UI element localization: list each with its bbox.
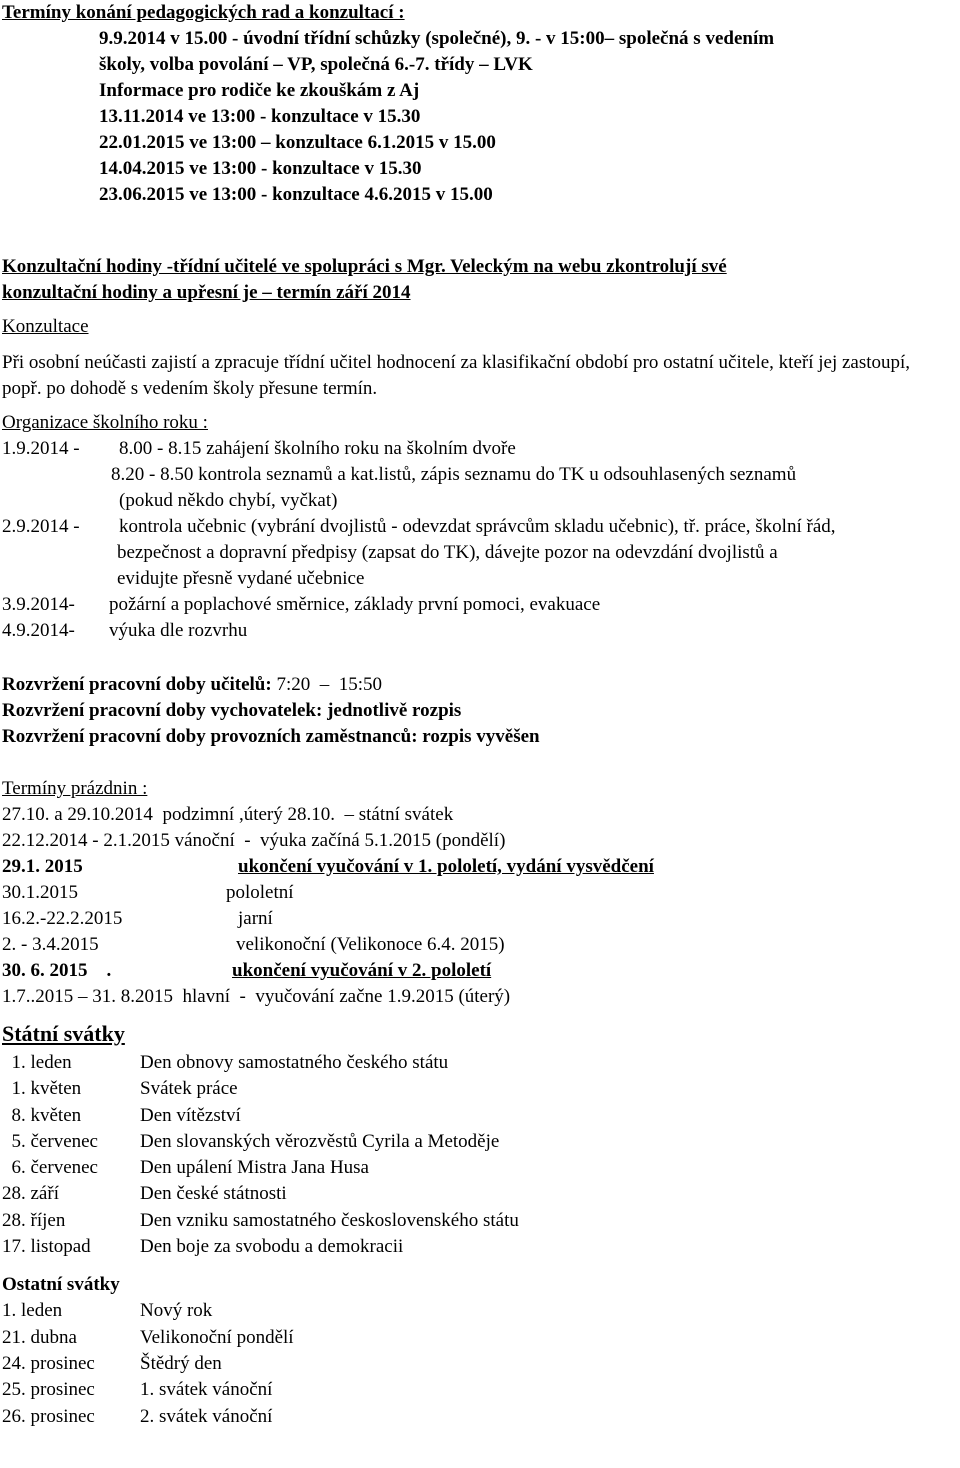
work-hours-teachers-value: 7:20 – 15:50 [271, 674, 382, 695]
other-holiday-date: 24. prosinec [2, 1352, 95, 1374]
holiday-row [2, 880, 952, 906]
other-holiday-name: Štědrý den [140, 1352, 222, 1374]
holiday-date: 27.10. a 29.10.2014 [2, 804, 153, 825]
holiday-row [2, 984, 952, 1010]
holiday-date: 29.1. 2015 [2, 856, 83, 877]
holiday-text: pololetní [226, 882, 294, 903]
holiday-text: ukončení vyučování v 1. pololetí, vydání vysvědčení [238, 856, 654, 877]
meetings-line: školy, volba povolání – VP, společná 6.-7. třídy – LVK [99, 54, 533, 75]
holiday-date: 2. - 3.4.2015 [2, 934, 99, 955]
org-text: výuka dle rozvrhu [109, 620, 248, 641]
org-text: požární a poplachové směrnice, základy první pomoci, evakuace [109, 594, 601, 615]
holiday-row [2, 958, 952, 984]
consult-hours-line: konzultační hodiny a upřesní je – termín září 2014 [2, 282, 411, 303]
state-holiday-date: 5. červenec [2, 1130, 98, 1152]
org-row-2 [2, 514, 952, 540]
state-holiday-row [2, 1076, 952, 1102]
state-holiday-row [2, 1181, 952, 1207]
holiday-row [2, 802, 952, 828]
work-hours-teachers-label: Rozvržení pracovní doby učitelů: [2, 674, 272, 695]
other-holiday-date: 26. prosinec [2, 1405, 95, 1427]
org-row-4 [2, 618, 952, 644]
other-holiday-name: Velikonoční pondělí [140, 1326, 294, 1348]
holidays-heading: Termíny prázdnin : [2, 778, 148, 799]
org-sub: evidujte přesně vydané učebnice [117, 568, 365, 589]
org-text: kontrola učebnic (vybrání dvojlistů - odevzdat správcům skladu učebnic), tř. práce, školní řád, [119, 516, 836, 537]
holiday-date: 16.2.-22.2.2015 [2, 908, 123, 929]
other-holiday-row [2, 1404, 952, 1430]
state-holiday-name: Den české státnosti [140, 1183, 287, 1205]
state-holiday-date: 8. květen [2, 1104, 82, 1126]
org-date: 4.9.2014- [2, 620, 75, 641]
holiday-date: 30.1.2015 [2, 882, 78, 903]
organization-heading: Organizace školního roku : [2, 412, 208, 433]
state-holiday-row [2, 1155, 952, 1181]
org-text: 8.00 - 8.15 zahájení školního roku na školním dvoře [119, 438, 516, 459]
state-holiday-name: Den boje za svobodu a demokracii [140, 1236, 404, 1258]
other-holiday-name: 1. svátek vánoční [140, 1379, 273, 1401]
meetings-line: 13.11.2014 ve 13:00 - konzultace v 15.30 [99, 106, 421, 127]
state-holiday-row [2, 1208, 952, 1234]
holiday-row [2, 906, 952, 932]
org-date: 2.9.2014 - [2, 516, 80, 537]
other-holiday-row [2, 1298, 952, 1324]
state-holiday-date: 1. leden [2, 1052, 72, 1073]
holiday-row [2, 932, 952, 958]
org-sub: (pokud někdo chybí, vyčkat) [119, 490, 338, 511]
other-holiday-row [2, 1377, 952, 1403]
holiday-text: jarní [238, 908, 273, 929]
state-holiday-date: 28. září [2, 1183, 59, 1205]
meetings-line: 14.04.2015 ve 13:00 - konzultace v 15.30 [99, 158, 422, 179]
meetings-heading: Termíny konání pedagogických rad a konzultací : [2, 2, 405, 23]
konzultace-text: Při osobní neúčasti zajistí a zpracuje třídní učitel hodnocení za klasifikační období pro ostatní učitele, kteří jej zastoupí, popř. po dohodě s vedením školy přesune termín. [2, 352, 911, 399]
meetings-line: Informace pro rodiče ke zkouškám z Aj [99, 80, 420, 101]
consult-hours-line: Konzultační hodiny -třídní učitelé ve spolupráci s Mgr. Veleckým na webu zkontrolují své [2, 256, 727, 277]
meetings-line: 23.06.2015 ve 13:00 - konzultace 4.6.2015 v 15.00 [99, 184, 493, 205]
state-holiday-row [2, 1234, 952, 1260]
state-holiday-date: 28. říjen [2, 1209, 66, 1231]
holiday-row [2, 854, 952, 880]
holiday-text: podzimní ,úterý 28.10. – státní svátek [152, 804, 454, 825]
holiday-text: vánoční - výuka začíná 5.1.2015 (pondělí) [169, 830, 506, 851]
holiday-date: 22.12.2014 - 2.1.2015 [2, 830, 170, 851]
org-row-3 [2, 592, 952, 618]
meetings-line: 22.01.2015 ve 13:00 – konzultace 6.1.2015 v 15.00 [99, 132, 496, 153]
other-holiday-row [2, 1325, 952, 1351]
state-holidays-heading: Státní svátky [2, 1021, 125, 1046]
holiday-text: ukončení vyučování v 2. pololetí [232, 960, 492, 981]
other-holiday-date: 1. leden [2, 1300, 63, 1322]
org-sub: 8.20 - 8.50 kontrola seznamů a kat.listů, zápis seznamu do TK u odsouhlasených seznamů [111, 464, 797, 485]
other-holiday-name: Nový rok [140, 1300, 213, 1322]
state-holiday-name: Den slovanských věrozvěstů Cyrila a Metoděje [140, 1130, 500, 1152]
org-row-1 [2, 436, 952, 462]
state-holiday-name: Den vzniku samostatného československého státu [140, 1209, 519, 1231]
work-hours-teachers [2, 672, 952, 698]
holiday-text: hlavní - vyučování začne 1.9.2015 (úterý) [173, 986, 511, 1007]
state-holiday-name: Svátek práce [140, 1078, 238, 1100]
state-holiday-date: 6. červenec [2, 1157, 98, 1179]
org-sub: bezpečnost a dopravní předpisy (zapsat do TK), dávejte pozor na odevzdání dvojlistů a [117, 542, 778, 563]
meetings-line: 9.9.2014 v 15.00 - úvodní třídní schůzky (společné), 9. - v 15:00– společná s vedením [99, 28, 775, 49]
konzultace-heading: Konzultace [2, 316, 89, 337]
holiday-date: 1.7..2015 – 31. 8.2015 [2, 986, 173, 1007]
state-holiday-name: Den upálení Mistra Jana Husa [140, 1157, 369, 1179]
other-holiday-date: 25. prosinec [2, 1379, 95, 1401]
state-holiday-name: Den obnovy samostatného českého státu [140, 1052, 449, 1073]
state-holiday-row [2, 1103, 952, 1129]
holiday-text: velikonoční (Velikonoce 6.4. 2015) [236, 934, 505, 955]
state-holiday-row [2, 1050, 952, 1076]
state-holiday-row [2, 1129, 952, 1155]
work-hours-educators: Rozvržení pracovní doby vychovatelek: jednotlivě rozpis [2, 700, 462, 721]
other-holiday-date: 21. dubna [2, 1326, 77, 1348]
holiday-date: 30. 6. 2015 . [2, 960, 112, 981]
holiday-row [2, 828, 952, 854]
org-date: 1.9.2014 - [2, 438, 80, 459]
work-hours-staff: Rozvržení pracovní doby provozních zaměstnanců: rozpis vyvěšen [2, 726, 540, 747]
other-holidays-heading: Ostatní svátky [2, 1274, 120, 1296]
state-holiday-name: Den vítězství [140, 1104, 241, 1126]
state-holiday-date: 17. listopad [2, 1236, 91, 1258]
document-page [2, 0, 952, 1430]
other-holiday-row [2, 1351, 952, 1377]
other-holiday-name: 2. svátek vánoční [140, 1405, 273, 1427]
org-date: 3.9.2014- [2, 594, 75, 615]
state-holiday-date: 1. květen [2, 1078, 82, 1100]
